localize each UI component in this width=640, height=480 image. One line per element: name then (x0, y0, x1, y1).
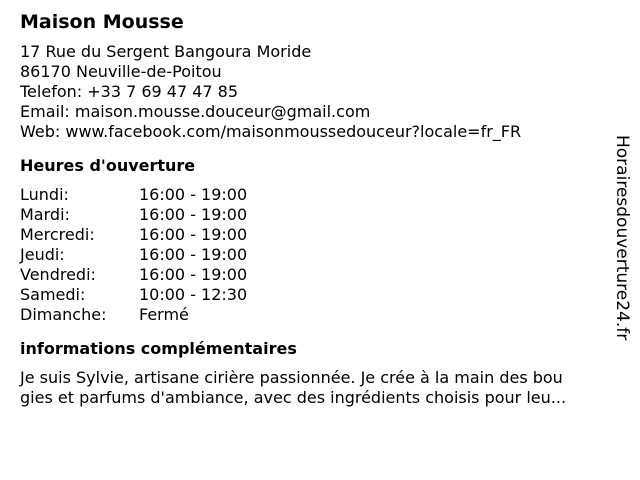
hours-row-jeudi (20, 245, 610, 265)
hours-day: Mardi: (20, 205, 70, 224)
site-watermark: Horairesdouverture24.fr (612, 135, 632, 341)
hours-day: Dimanche: (20, 305, 107, 324)
additional-info-heading: informations complémentaires (20, 339, 297, 358)
hours-day: Mercredi: (20, 225, 95, 244)
description-line-2: gies et parfums d'ambiance, avec des ingrédients choisis pour leu... (20, 388, 567, 407)
hours-time: 16:00 - 19:00 (139, 225, 248, 244)
opening-hours-heading: Heures d'ouverture (20, 156, 196, 175)
hours-day: Samedi: (20, 285, 86, 304)
description-line-1: Je suis Sylvie, artisane cirière passionnée. Je crée à la main des bou (20, 368, 563, 387)
business-card (20, 8, 610, 408)
business-name: Maison Mousse (20, 11, 184, 33)
hours-row-dimanche (20, 305, 610, 325)
hours-row-lundi (20, 185, 610, 205)
email-line: Email: maison.mousse.douceur@gmail.com (20, 102, 371, 121)
address-street: 17 Rue du Sergent Bangoura Moride (20, 42, 312, 61)
hours-row-mardi (20, 205, 610, 225)
hours-row-mercredi (20, 225, 610, 245)
hours-time: 10:00 - 12:30 (139, 285, 248, 304)
hours-time: Fermé (139, 305, 189, 324)
web-line: Web: www.facebook.com/maisonmoussedouceur?locale=fr_FR (20, 122, 522, 141)
hours-time: 16:00 - 19:00 (139, 245, 248, 264)
hours-day: Vendredi: (20, 265, 96, 284)
hours-time: 16:00 - 19:00 (139, 205, 248, 224)
hours-time: 16:00 - 19:00 (139, 265, 248, 284)
hours-row-samedi (20, 285, 610, 305)
phone-line: Telefon: +33 7 69 47 47 85 (20, 82, 239, 101)
hours-row-vendredi (20, 265, 610, 285)
hours-day: Jeudi: (20, 245, 65, 264)
hours-day: Lundi: (20, 185, 69, 204)
address-city: 86170 Neuville-de-Poitou (20, 62, 222, 81)
opening-hours-table (20, 185, 610, 325)
hours-time: 16:00 - 19:00 (139, 185, 248, 204)
